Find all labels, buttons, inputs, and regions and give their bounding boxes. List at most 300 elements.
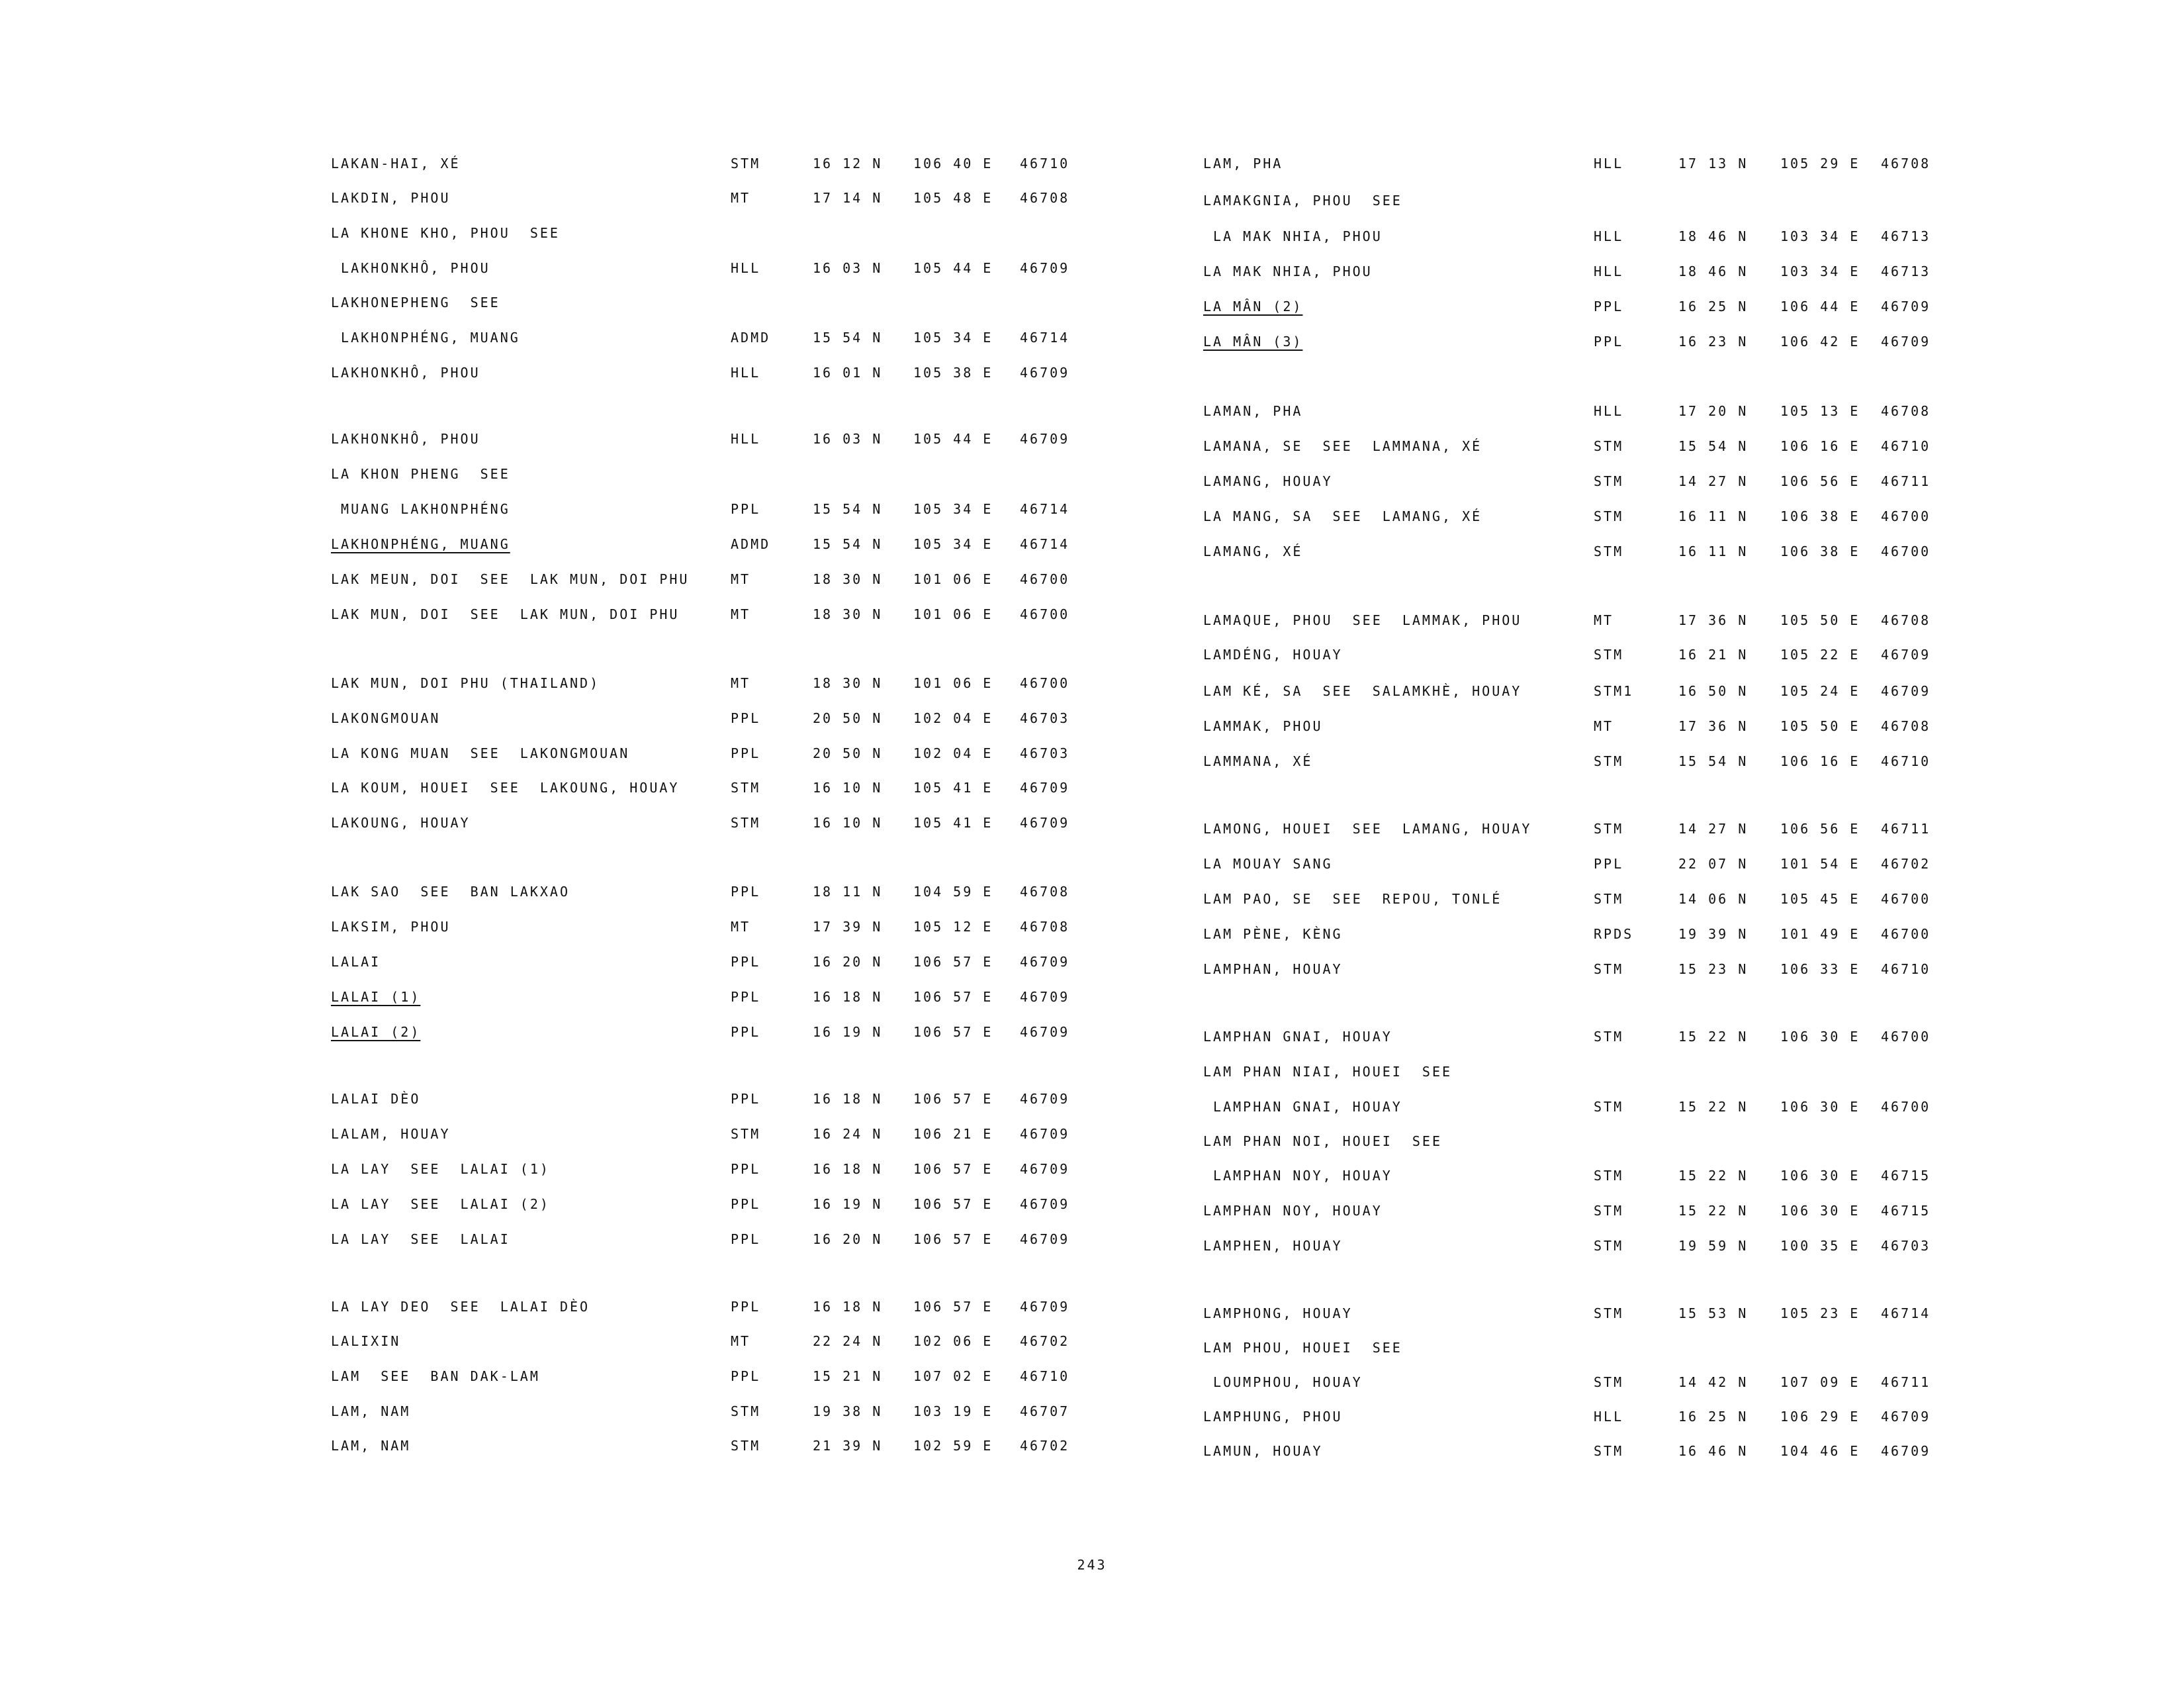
place-name: MUANG LAKHONPHÉNG bbox=[331, 501, 510, 517]
longitude: 106 30 E bbox=[1780, 1168, 1860, 1184]
place-name: LALAI DÈO bbox=[331, 1091, 421, 1107]
longitude: 103 19 E bbox=[913, 1403, 993, 1419]
gazetteer-entry bbox=[331, 740, 1324, 767]
feature-type: STM bbox=[1594, 473, 1624, 489]
feature-type: STM bbox=[731, 1126, 761, 1142]
feature-type: STM bbox=[1594, 1374, 1624, 1390]
feature-type: PPL bbox=[731, 1299, 761, 1315]
sheet-code: 46708 bbox=[1020, 919, 1070, 935]
feature-type: PPL bbox=[731, 1368, 761, 1384]
gazetteer-entry bbox=[331, 359, 1324, 386]
longitude: 105 48 E bbox=[913, 190, 993, 206]
place-name: LAKOUNG, HOUAY bbox=[331, 815, 471, 831]
latitude: 17 14 N bbox=[813, 190, 883, 206]
gazetteer-entry bbox=[1203, 468, 2184, 494]
feature-type: STM bbox=[1594, 1029, 1624, 1045]
gazetteer-entry bbox=[1203, 678, 2184, 704]
feature-type: PPL bbox=[731, 1231, 761, 1247]
longitude: 106 33 E bbox=[1780, 961, 1860, 977]
longitude: 106 57 E bbox=[913, 1196, 993, 1212]
longitude: 105 45 E bbox=[1780, 891, 1860, 907]
feature-type: STM bbox=[1594, 821, 1624, 837]
sheet-code: 46709 bbox=[1020, 815, 1070, 831]
place-name: LAMPHEN, HOUAY bbox=[1203, 1238, 1343, 1254]
place-name: LALAI (1) bbox=[331, 989, 421, 1005]
place-name: LAMANG, HOUAY bbox=[1203, 473, 1333, 489]
longitude: 106 29 E bbox=[1780, 1409, 1860, 1425]
gazetteer-entry bbox=[331, 1363, 1324, 1389]
sheet-code: 46700 bbox=[1881, 1099, 1931, 1115]
place-name: LA MÂN (2) bbox=[1203, 299, 1303, 314]
sheet-code: 46700 bbox=[1020, 606, 1070, 622]
longitude: 106 40 E bbox=[913, 156, 993, 171]
feature-type: STM bbox=[1594, 508, 1624, 524]
sheet-code: 46709 bbox=[1020, 954, 1070, 970]
gazetteer-entry bbox=[1203, 851, 2184, 877]
gazetteer-entry bbox=[331, 1086, 1324, 1112]
latitude: 17 36 N bbox=[1678, 718, 1749, 734]
sheet-code: 46700 bbox=[1881, 926, 1931, 942]
longitude: 104 59 E bbox=[913, 884, 993, 900]
feature-type: STM bbox=[731, 1403, 761, 1419]
place-name: LAMPHONG, HOUAY bbox=[1203, 1305, 1353, 1321]
place-name: LA MAK NHIA, PHOU bbox=[1203, 228, 1383, 244]
feature-type: STM bbox=[1594, 438, 1624, 454]
sheet-code: 46708 bbox=[1881, 612, 1931, 628]
feature-type: STM bbox=[1594, 543, 1624, 559]
latitude: 21 39 N bbox=[813, 1438, 883, 1454]
latitude: 16 20 N bbox=[813, 1231, 883, 1247]
latitude: 15 54 N bbox=[1678, 753, 1749, 769]
gazetteer-entry bbox=[331, 1293, 1324, 1320]
place-name: LA MAK NHIA, PHOU bbox=[1203, 263, 1373, 279]
longitude: 105 23 E bbox=[1780, 1305, 1860, 1321]
sheet-code: 46708 bbox=[1020, 884, 1070, 900]
latitude: 20 50 N bbox=[813, 710, 883, 726]
latitude: 16 24 N bbox=[813, 1126, 883, 1142]
feature-type: STM bbox=[1594, 1443, 1624, 1459]
place-name: LA MÂN (3) bbox=[1203, 334, 1303, 350]
longitude: 102 04 E bbox=[913, 710, 993, 726]
gazetteer-entry bbox=[1203, 1438, 2184, 1464]
feature-type: PPL bbox=[731, 884, 761, 900]
longitude: 103 34 E bbox=[1780, 228, 1860, 244]
longitude: 106 57 E bbox=[913, 989, 993, 1005]
gazetteer-entry bbox=[1203, 713, 2184, 739]
place-name: LAMPHAN NOY, HOUAY bbox=[1203, 1168, 1392, 1184]
longitude: 102 04 E bbox=[913, 745, 993, 761]
sheet-code: 46710 bbox=[1881, 438, 1931, 454]
sheet-code: 46700 bbox=[1020, 571, 1070, 587]
place-name: LAKHONPHÉNG, MUANG bbox=[331, 330, 520, 346]
sheet-code: 46715 bbox=[1881, 1203, 1931, 1219]
sheet-code: 46709 bbox=[1881, 334, 1931, 350]
latitude: 16 03 N bbox=[813, 431, 883, 447]
gazetteer-entry bbox=[331, 810, 1324, 836]
place-name: LAMDÉNG, HOUAY bbox=[1203, 647, 1343, 663]
place-name: LAKSIM, PHOU bbox=[331, 919, 451, 935]
sheet-code: 46714 bbox=[1881, 1305, 1931, 1321]
latitude: 16 19 N bbox=[813, 1024, 883, 1040]
longitude: 107 02 E bbox=[913, 1368, 993, 1384]
feature-type: MT bbox=[1594, 718, 1614, 734]
place-name: LAK MUN, DOI PHU (THAILAND) bbox=[331, 675, 600, 691]
feature-type: PPL bbox=[731, 710, 761, 726]
feature-type: PPL bbox=[1594, 299, 1624, 314]
place-name: LOUMPHOU, HOUAY bbox=[1203, 1374, 1363, 1390]
gazetteer-entry bbox=[1203, 921, 2184, 947]
sheet-code: 46702 bbox=[1881, 856, 1931, 872]
latitude: 15 22 N bbox=[1678, 1029, 1749, 1045]
gazetteer-entry bbox=[1203, 1162, 2184, 1189]
sheet-code: 46709 bbox=[1881, 647, 1931, 663]
sheet-code: 46707 bbox=[1020, 1403, 1070, 1419]
longitude: 106 56 E bbox=[1780, 821, 1860, 837]
longitude: 105 13 E bbox=[1780, 403, 1860, 419]
feature-type: PPL bbox=[1594, 856, 1624, 872]
latitude: 15 54 N bbox=[813, 536, 883, 552]
longitude: 100 35 E bbox=[1780, 1238, 1860, 1254]
latitude: 18 30 N bbox=[813, 606, 883, 622]
longitude: 102 59 E bbox=[913, 1438, 993, 1454]
latitude: 15 22 N bbox=[1678, 1203, 1749, 1219]
gazetteer-entry bbox=[1203, 328, 2184, 355]
longitude: 106 30 E bbox=[1780, 1203, 1860, 1219]
sheet-code: 46709 bbox=[1020, 1024, 1070, 1040]
latitude: 18 46 N bbox=[1678, 263, 1749, 279]
gazetteer-entry bbox=[1203, 886, 2184, 912]
latitude: 18 30 N bbox=[813, 571, 883, 587]
place-name: LAM KÉ, SA SEE SALAMKHÈ, HOUAY bbox=[1203, 683, 1522, 699]
sheet-code: 46708 bbox=[1881, 718, 1931, 734]
sheet-code: 46708 bbox=[1881, 403, 1931, 419]
sheet-code: 46709 bbox=[1881, 1443, 1931, 1459]
place-name: LAKHONKHÔ, PHOU bbox=[331, 365, 480, 381]
gazetteer-entry bbox=[331, 1121, 1324, 1147]
feature-type: STM bbox=[731, 1438, 761, 1454]
gazetteer-entry bbox=[331, 185, 1324, 211]
gazetteer-entry bbox=[331, 1328, 1324, 1354]
gazetteer-entry bbox=[1203, 1197, 2184, 1224]
gazetteer-entry bbox=[1203, 503, 2184, 530]
longitude: 105 41 E bbox=[913, 815, 993, 831]
sheet-code: 46714 bbox=[1020, 330, 1070, 346]
gazetteer-entry bbox=[331, 324, 1324, 351]
latitude: 20 50 N bbox=[813, 745, 883, 761]
longitude: 105 12 E bbox=[913, 919, 993, 935]
longitude: 106 57 E bbox=[913, 1024, 993, 1040]
sheet-code: 46710 bbox=[1020, 156, 1070, 171]
latitude: 16 01 N bbox=[813, 365, 883, 381]
longitude: 101 06 E bbox=[913, 675, 993, 691]
feature-type: STM1 bbox=[1594, 683, 1634, 699]
feature-type: PPL bbox=[731, 989, 761, 1005]
feature-type: HLL bbox=[1594, 156, 1624, 171]
longitude: 105 34 E bbox=[913, 536, 993, 552]
sheet-code: 46714 bbox=[1020, 501, 1070, 517]
gazetteer-entry bbox=[1203, 1403, 2184, 1430]
place-name: LAMPHAN GNAI, HOUAY bbox=[1203, 1029, 1392, 1045]
longitude: 106 44 E bbox=[1780, 299, 1860, 314]
longitude: 106 38 E bbox=[1780, 543, 1860, 559]
longitude: 106 30 E bbox=[1780, 1029, 1860, 1045]
longitude: 107 09 E bbox=[1780, 1374, 1860, 1390]
gazetteer-entry bbox=[331, 705, 1324, 731]
longitude: 106 21 E bbox=[913, 1126, 993, 1142]
sheet-code: 46709 bbox=[1020, 365, 1070, 381]
feature-type: STM bbox=[731, 815, 761, 831]
sheet-code: 46711 bbox=[1881, 821, 1931, 837]
place-name: LAMAN, PHA bbox=[1203, 403, 1303, 419]
place-name: LA MANG, SA SEE LAMANG, XÉ bbox=[1203, 508, 1482, 524]
place-name: LALAI bbox=[331, 954, 381, 970]
feature-type: HLL bbox=[731, 260, 761, 276]
place-name: LAMONG, HOUEI SEE LAMANG, HOUAY bbox=[1203, 821, 1532, 837]
feature-type: HLL bbox=[1594, 228, 1624, 244]
place-name: LALIXIN bbox=[331, 1333, 401, 1349]
sheet-code: 46709 bbox=[1020, 1126, 1070, 1142]
latitude: 16 03 N bbox=[813, 260, 883, 276]
latitude: 16 50 N bbox=[1678, 683, 1749, 699]
sheet-code: 46709 bbox=[1020, 431, 1070, 447]
place-name: LAMPHAN, HOUAY bbox=[1203, 961, 1343, 977]
place-name: LAMPHAN GNAI, HOUAY bbox=[1203, 1099, 1402, 1115]
longitude: 106 57 E bbox=[913, 954, 993, 970]
longitude: 106 57 E bbox=[913, 1299, 993, 1315]
place-name: LA KHON PHENG SEE bbox=[331, 466, 510, 482]
place-name: LALAI (2) bbox=[331, 1024, 421, 1040]
feature-type: HLL bbox=[1594, 403, 1624, 419]
place-name: LA KHONE KHO, PHOU SEE bbox=[331, 225, 560, 241]
latitude: 15 22 N bbox=[1678, 1099, 1749, 1115]
latitude: 17 13 N bbox=[1678, 156, 1749, 171]
feature-type: PPL bbox=[731, 954, 761, 970]
feature-type: STM bbox=[1594, 891, 1624, 907]
place-name: LAM PHAN NIAI, HOUEI SEE bbox=[1203, 1064, 1453, 1080]
latitude: 19 59 N bbox=[1678, 1238, 1749, 1254]
place-name: LAK SAO SEE BAN LAKXAO bbox=[331, 884, 570, 900]
feature-type: PPL bbox=[731, 1024, 761, 1040]
sheet-code: 46709 bbox=[1020, 989, 1070, 1005]
place-name: LAKHONKHÔ, PHOU bbox=[331, 260, 490, 276]
feature-type: HLL bbox=[1594, 263, 1624, 279]
place-name: LAM, NAM bbox=[331, 1438, 411, 1454]
feature-type: STM bbox=[731, 156, 761, 171]
feature-type: MT bbox=[731, 606, 751, 622]
longitude: 105 29 E bbox=[1780, 156, 1860, 171]
sheet-code: 46709 bbox=[1020, 1196, 1070, 1212]
longitude: 106 57 E bbox=[913, 1161, 993, 1177]
gazetteer-entry bbox=[1203, 1300, 2184, 1327]
gazetteer-entry bbox=[1203, 223, 2184, 250]
place-name: LAK MEUN, DOI SEE LAK MUN, DOI PHU bbox=[331, 571, 690, 587]
feature-type: STM bbox=[731, 780, 761, 796]
longitude: 106 38 E bbox=[1780, 508, 1860, 524]
longitude: 106 57 E bbox=[913, 1091, 993, 1107]
feature-type: HLL bbox=[1594, 1409, 1624, 1425]
place-name: LAMANG, XÉ bbox=[1203, 543, 1303, 559]
sheet-code: 46711 bbox=[1881, 1374, 1931, 1390]
feature-type: MT bbox=[731, 190, 751, 206]
longitude: 101 06 E bbox=[913, 606, 993, 622]
latitude: 16 46 N bbox=[1678, 1443, 1749, 1459]
longitude: 105 41 E bbox=[913, 780, 993, 796]
longitude: 105 34 E bbox=[913, 501, 993, 517]
sheet-code: 46710 bbox=[1881, 753, 1931, 769]
gazetteer-entry bbox=[331, 220, 1324, 246]
place-name: LA LAY SEE LALAI (1) bbox=[331, 1161, 550, 1177]
feature-type: PPL bbox=[731, 1161, 761, 1177]
place-name: LAMAQUE, PHOU SEE LAMMAK, PHOU bbox=[1203, 612, 1522, 628]
sheet-code: 46709 bbox=[1020, 780, 1070, 796]
gazetteer-entry bbox=[1203, 538, 2184, 565]
sheet-code: 46708 bbox=[1881, 156, 1931, 171]
latitude: 15 54 N bbox=[1678, 438, 1749, 454]
latitude: 14 06 N bbox=[1678, 891, 1749, 907]
place-name: LAM SEE BAN DAK-LAM bbox=[331, 1368, 540, 1384]
latitude: 16 11 N bbox=[1678, 508, 1749, 524]
gazetteer-entry bbox=[1203, 293, 2184, 320]
place-name: LAKONGMOUAN bbox=[331, 710, 441, 726]
longitude: 105 44 E bbox=[913, 431, 993, 447]
gazetteer-entry bbox=[1203, 150, 2184, 177]
gazetteer-entry bbox=[331, 670, 1324, 696]
gazetteer-entry bbox=[331, 984, 1324, 1010]
sheet-code: 46710 bbox=[1881, 961, 1931, 977]
sheet-code: 46702 bbox=[1020, 1333, 1070, 1349]
feature-type: PPL bbox=[1594, 334, 1624, 350]
place-name: LAMPHAN NOY, HOUAY bbox=[1203, 1203, 1383, 1219]
latitude: 18 46 N bbox=[1678, 228, 1749, 244]
place-name: LAKHONKHÔ, PHOU bbox=[331, 431, 480, 447]
gazetteer-entry bbox=[331, 1019, 1324, 1045]
longitude: 106 56 E bbox=[1780, 473, 1860, 489]
place-name: LAM PHOU, HOUEI SEE bbox=[1203, 1340, 1402, 1356]
sheet-code: 46700 bbox=[1020, 675, 1070, 691]
place-name: LAMAKGNIA, PHOU SEE bbox=[1203, 193, 1402, 209]
latitude: 14 27 N bbox=[1678, 821, 1749, 837]
latitude: 15 54 N bbox=[813, 501, 883, 517]
feature-type: STM bbox=[1594, 1203, 1624, 1219]
feature-type: RPDS bbox=[1594, 926, 1634, 942]
page-number: 243 bbox=[1077, 1557, 1107, 1573]
left-column bbox=[331, 0, 1324, 1523]
sheet-code: 46713 bbox=[1881, 263, 1931, 279]
place-name: LAMPHUNG, PHOU bbox=[1203, 1409, 1343, 1425]
place-name: LAKDIN, PHOU bbox=[331, 190, 451, 206]
latitude: 19 39 N bbox=[1678, 926, 1749, 942]
gazetteer-entry bbox=[331, 150, 1324, 177]
place-name: LA KOUM, HOUEI SEE LAKOUNG, HOUAY bbox=[331, 780, 680, 796]
sheet-code: 46708 bbox=[1020, 190, 1070, 206]
longitude: 105 50 E bbox=[1780, 612, 1860, 628]
gazetteer-entry bbox=[331, 949, 1324, 975]
sheet-code: 46700 bbox=[1881, 543, 1931, 559]
latitude: 19 38 N bbox=[813, 1403, 883, 1419]
gazetteer-entry bbox=[331, 878, 1324, 905]
latitude: 18 11 N bbox=[813, 884, 883, 900]
place-name: LAMMANA, XÉ bbox=[1203, 753, 1313, 769]
gazetteer-entry bbox=[1203, 258, 2184, 285]
latitude: 17 39 N bbox=[813, 919, 883, 935]
place-name: LAKAN-HAI, XÉ bbox=[331, 156, 461, 171]
place-name: LAM, PHA bbox=[1203, 156, 1283, 171]
sheet-code: 46709 bbox=[1881, 683, 1931, 699]
gazetteer-entry bbox=[331, 255, 1324, 281]
sheet-code: 46703 bbox=[1881, 1238, 1931, 1254]
sheet-code: 46709 bbox=[1881, 299, 1931, 314]
gazetteer-entry bbox=[1203, 1023, 2184, 1050]
sheet-code: 46710 bbox=[1020, 1368, 1070, 1384]
gazetteer-entry bbox=[1203, 398, 2184, 424]
place-name: LAM PHAN NOI, HOUEI SEE bbox=[1203, 1133, 1442, 1149]
feature-type: STM bbox=[1594, 961, 1624, 977]
latitude: 14 42 N bbox=[1678, 1374, 1749, 1390]
sheet-code: 46709 bbox=[1020, 260, 1070, 276]
sheet-code: 46714 bbox=[1020, 536, 1070, 552]
gazetteer-entry bbox=[1203, 956, 2184, 982]
latitude: 15 23 N bbox=[1678, 961, 1749, 977]
feature-type: MT bbox=[731, 571, 751, 587]
latitude: 22 07 N bbox=[1678, 856, 1749, 872]
longitude: 101 54 E bbox=[1780, 856, 1860, 872]
longitude: 105 34 E bbox=[913, 330, 993, 346]
sheet-code: 46711 bbox=[1881, 473, 1931, 489]
place-name: LA LAY SEE LALAI (2) bbox=[331, 1196, 550, 1212]
feature-type: STM bbox=[1594, 753, 1624, 769]
longitude: 106 16 E bbox=[1780, 753, 1860, 769]
latitude: 22 24 N bbox=[813, 1333, 883, 1349]
latitude: 15 22 N bbox=[1678, 1168, 1749, 1184]
latitude: 16 20 N bbox=[813, 954, 883, 970]
gazetteer-entry bbox=[331, 774, 1324, 801]
sheet-code: 46709 bbox=[1020, 1091, 1070, 1107]
place-name: LAK MUN, DOI SEE LAK MUN, DOI PHU bbox=[331, 606, 680, 622]
latitude: 16 18 N bbox=[813, 989, 883, 1005]
latitude: 16 18 N bbox=[813, 1161, 883, 1177]
latitude: 16 10 N bbox=[813, 815, 883, 831]
longitude: 101 06 E bbox=[913, 571, 993, 587]
right-column bbox=[1203, 0, 2184, 1523]
gazetteer-entry bbox=[331, 426, 1324, 452]
latitude: 16 18 N bbox=[813, 1091, 883, 1107]
place-name: LA LAY DEO SEE LALAI DÈO bbox=[331, 1299, 590, 1315]
place-name: LALAM, HOUAY bbox=[331, 1126, 451, 1142]
place-name: LAMMAK, PHOU bbox=[1203, 718, 1323, 734]
sheet-code: 46709 bbox=[1020, 1299, 1070, 1315]
sheet-code: 46715 bbox=[1881, 1168, 1931, 1184]
latitude: 15 21 N bbox=[813, 1368, 883, 1384]
latitude: 16 21 N bbox=[1678, 647, 1749, 663]
gazetteer-entry bbox=[331, 1398, 1324, 1425]
gazetteer-entry bbox=[331, 289, 1324, 316]
sheet-code: 46700 bbox=[1881, 1029, 1931, 1045]
latitude: 17 20 N bbox=[1678, 403, 1749, 419]
latitude: 16 10 N bbox=[813, 780, 883, 796]
longitude: 106 42 E bbox=[1780, 334, 1860, 350]
gazetteer-entry bbox=[1203, 1335, 2184, 1361]
gazetteer-entry bbox=[1203, 748, 2184, 774]
gazetteer-entry bbox=[1203, 433, 2184, 459]
gazetteer-entry bbox=[331, 1191, 1324, 1217]
latitude: 15 54 N bbox=[813, 330, 883, 346]
feature-type: PPL bbox=[731, 1196, 761, 1212]
feature-type: PPL bbox=[731, 745, 761, 761]
place-name: LAKHONPHÉNG, MUANG bbox=[331, 536, 510, 552]
place-name: LAM PÈNE, KÈNG bbox=[1203, 926, 1343, 942]
gazetteer-entry bbox=[1203, 1233, 2184, 1259]
longitude: 106 16 E bbox=[1780, 438, 1860, 454]
